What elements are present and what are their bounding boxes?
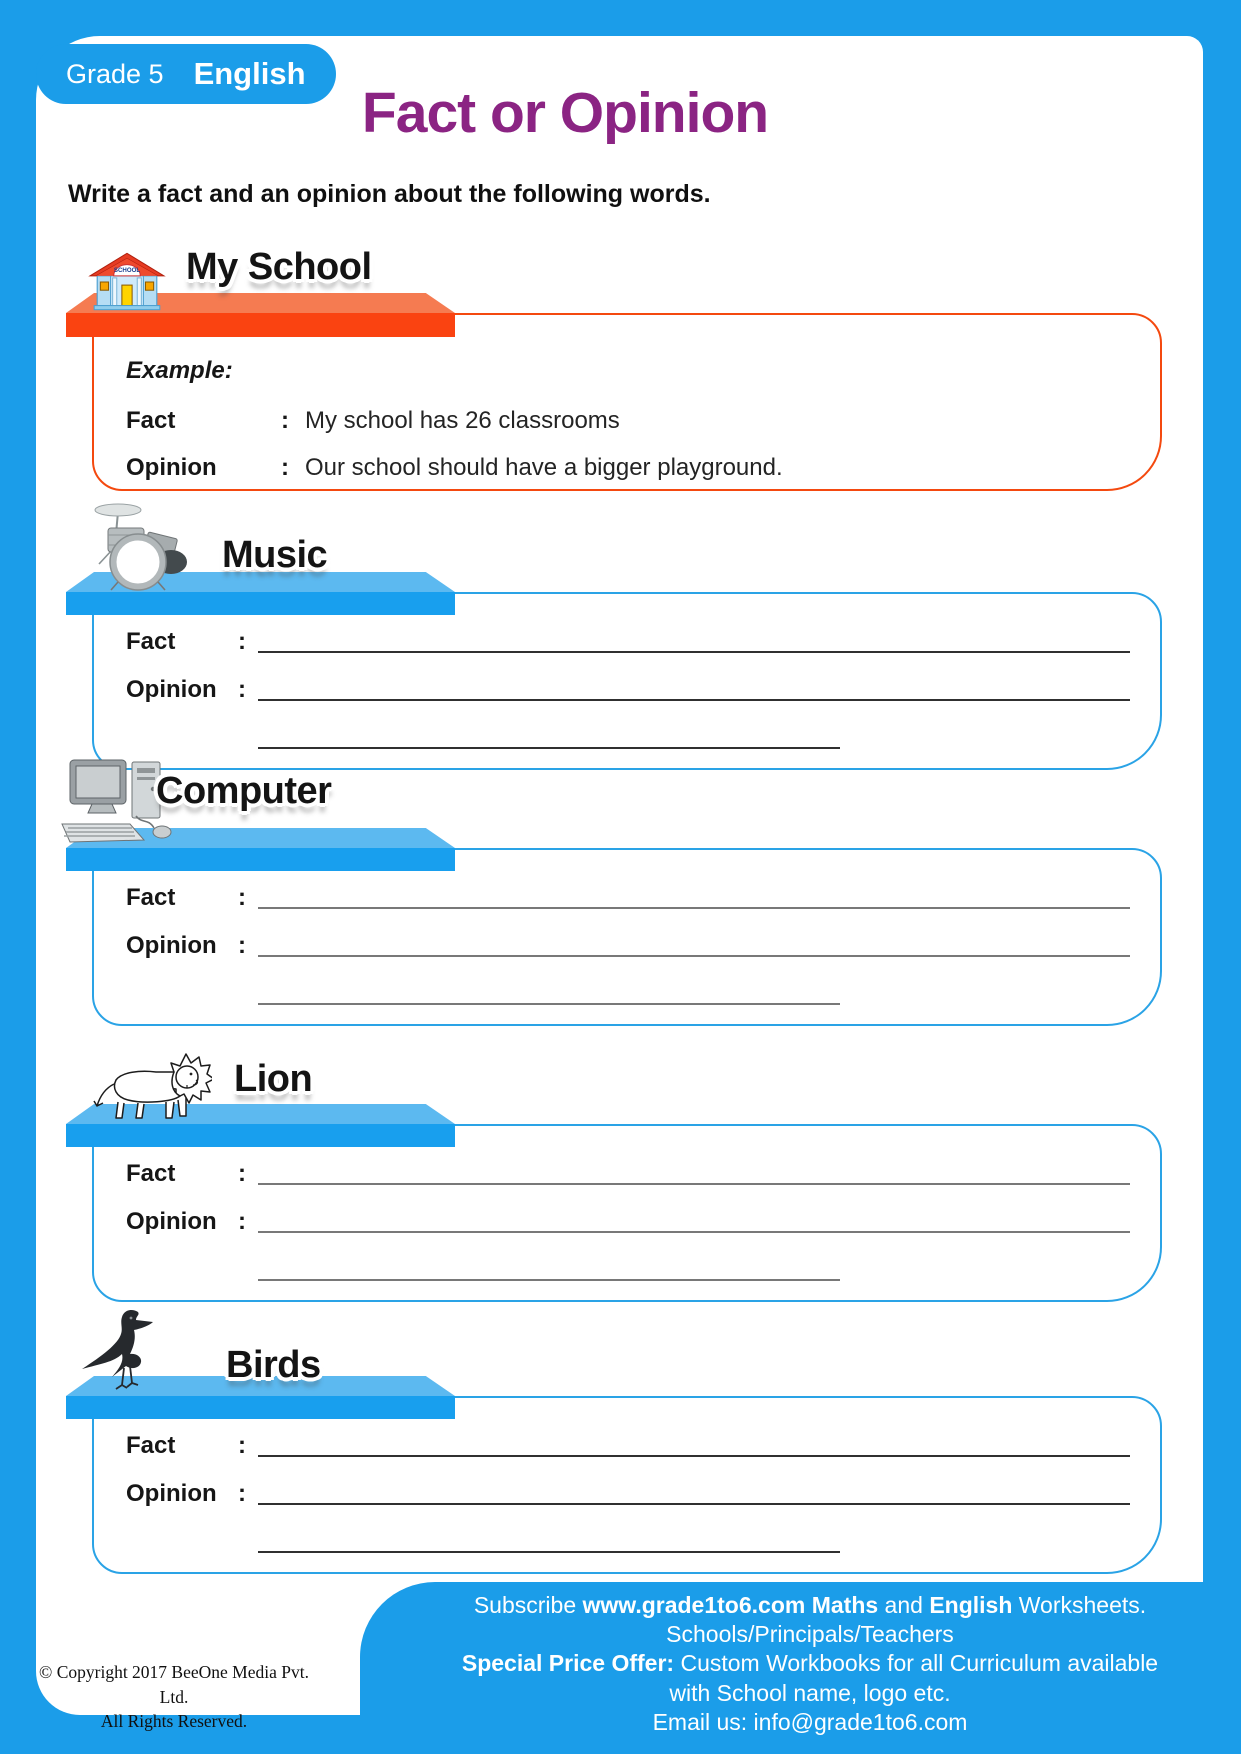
opinion-write-line-2[interactable] xyxy=(258,1531,840,1553)
footer-and-text: and xyxy=(878,1592,930,1618)
fact-row xyxy=(126,1160,1130,1188)
fact-colon: : xyxy=(238,1160,246,1187)
copyright-line-2: All Rights Reserved. xyxy=(100,1711,248,1731)
opinion-extra-row xyxy=(126,1256,1130,1284)
subject-label: English xyxy=(193,56,306,91)
fact-row xyxy=(126,884,1130,912)
section-heading-computer: Computer xyxy=(156,770,332,812)
fact-label: Fact xyxy=(126,1432,176,1459)
music-box xyxy=(92,592,1162,770)
opinion-write-line[interactable] xyxy=(258,1211,1130,1233)
example-opinion-row xyxy=(126,454,1130,482)
opinion-write-line-2[interactable] xyxy=(258,727,840,749)
example-label: Example: xyxy=(126,357,233,384)
section-heading-my-school: My School xyxy=(186,246,372,288)
opinion-label: Opinion xyxy=(126,676,217,703)
footer-text xyxy=(440,1591,1180,1737)
fact-label: Fact xyxy=(126,628,176,655)
footer-line-3 xyxy=(440,1649,1180,1678)
fact-write-line[interactable] xyxy=(258,887,1130,909)
school-sign-text: SCHOOL xyxy=(113,266,141,274)
opinion-write-line[interactable] xyxy=(258,935,1130,957)
opinion-colon: : xyxy=(238,676,246,703)
crow-icon xyxy=(74,1306,169,1396)
computer-box xyxy=(92,848,1162,1026)
footer-offer-label: Special Price Offer: xyxy=(461,1650,675,1677)
fact-label: Fact xyxy=(126,1160,176,1187)
footer-line-4: with School name, logo etc. xyxy=(669,1679,951,1706)
opinion-extra-row xyxy=(126,724,1130,752)
opinion-extra-row xyxy=(126,980,1130,1008)
section-heading-music: Music xyxy=(222,534,328,576)
opinion-write-line[interactable] xyxy=(258,1483,1130,1505)
fact-colon: : xyxy=(238,628,246,655)
fact-row xyxy=(126,1432,1130,1460)
footer-subscribe-text: Subscribe xyxy=(473,1592,583,1618)
lion-box xyxy=(92,1124,1162,1302)
opinion-colon: : xyxy=(238,1208,246,1235)
fact-write-line[interactable] xyxy=(258,1435,1130,1457)
opinion-colon: : xyxy=(238,932,246,959)
lion-icon xyxy=(82,1042,212,1126)
banner-front-face xyxy=(66,313,455,337)
opinion-row xyxy=(126,1208,1130,1236)
footer-line-5: Email us: info@grade1to6.com xyxy=(652,1708,968,1735)
banner-front-face xyxy=(66,1124,455,1147)
opinion-write-line[interactable] xyxy=(258,679,1130,701)
fact-colon: : xyxy=(238,1432,246,1459)
opinion-colon: : xyxy=(238,1480,246,1507)
footer-worksheets-text: Worksheets. xyxy=(1012,1592,1147,1618)
grade-subject-tab xyxy=(36,44,336,104)
footer-band xyxy=(360,1582,1241,1754)
grade-label: Grade 5 xyxy=(66,58,164,89)
drum-kit-icon xyxy=(82,500,202,592)
opinion-label: Opinion xyxy=(126,454,217,481)
copyright-line-1: © Copyright 2017 BeeOne Media Pvt. Ltd. xyxy=(39,1662,309,1707)
opinion-label: Opinion xyxy=(126,1480,217,1507)
opinion-colon: : xyxy=(281,454,289,481)
banner-front-face xyxy=(66,1396,455,1419)
opinion-label: Opinion xyxy=(126,1208,217,1235)
fact-colon: : xyxy=(238,884,246,911)
example-fact-row xyxy=(126,407,1130,435)
example-opinion-text: Our school should have a bigger playground. xyxy=(305,454,783,481)
birds-box xyxy=(92,1396,1162,1574)
opinion-extra-row xyxy=(126,1528,1130,1556)
section-heading-lion: Lion xyxy=(234,1058,313,1100)
banner-front-face xyxy=(66,592,455,615)
footer-line-2: Schools/Principals/Teachers xyxy=(666,1621,954,1648)
example-box xyxy=(92,313,1162,491)
example-fact-text: My school has 26 classrooms xyxy=(305,407,620,434)
opinion-write-line-2[interactable] xyxy=(258,983,840,1005)
footer-website-text: www.grade1to6.com Maths xyxy=(582,1592,879,1618)
opinion-label: Opinion xyxy=(126,932,217,959)
school-icon xyxy=(86,250,168,313)
fact-row xyxy=(126,628,1130,656)
footer-english-text: English xyxy=(929,1592,1013,1618)
fact-write-line[interactable] xyxy=(258,1163,1130,1185)
fact-label: Fact xyxy=(126,884,176,911)
opinion-row xyxy=(126,932,1130,960)
opinion-row xyxy=(126,676,1130,704)
fact-write-line[interactable] xyxy=(258,631,1130,653)
fact-label: Fact xyxy=(126,407,176,434)
page-title: Fact or Opinion xyxy=(361,81,769,145)
section-heading-birds: Birds xyxy=(226,1344,321,1386)
instruction-text: Write a fact and an opinion about the following words. xyxy=(68,180,711,208)
opinion-write-line-2[interactable] xyxy=(258,1259,840,1281)
banner-front-face xyxy=(66,848,455,871)
opinion-row xyxy=(126,1480,1130,1508)
footer-line-1 xyxy=(440,1591,1180,1620)
fact-colon: : xyxy=(281,407,289,434)
footer-offer-text: Custom Workbooks for all Curriculum available xyxy=(674,1650,1159,1677)
copyright-notice xyxy=(38,1660,310,1734)
example-label-row xyxy=(126,357,1130,385)
